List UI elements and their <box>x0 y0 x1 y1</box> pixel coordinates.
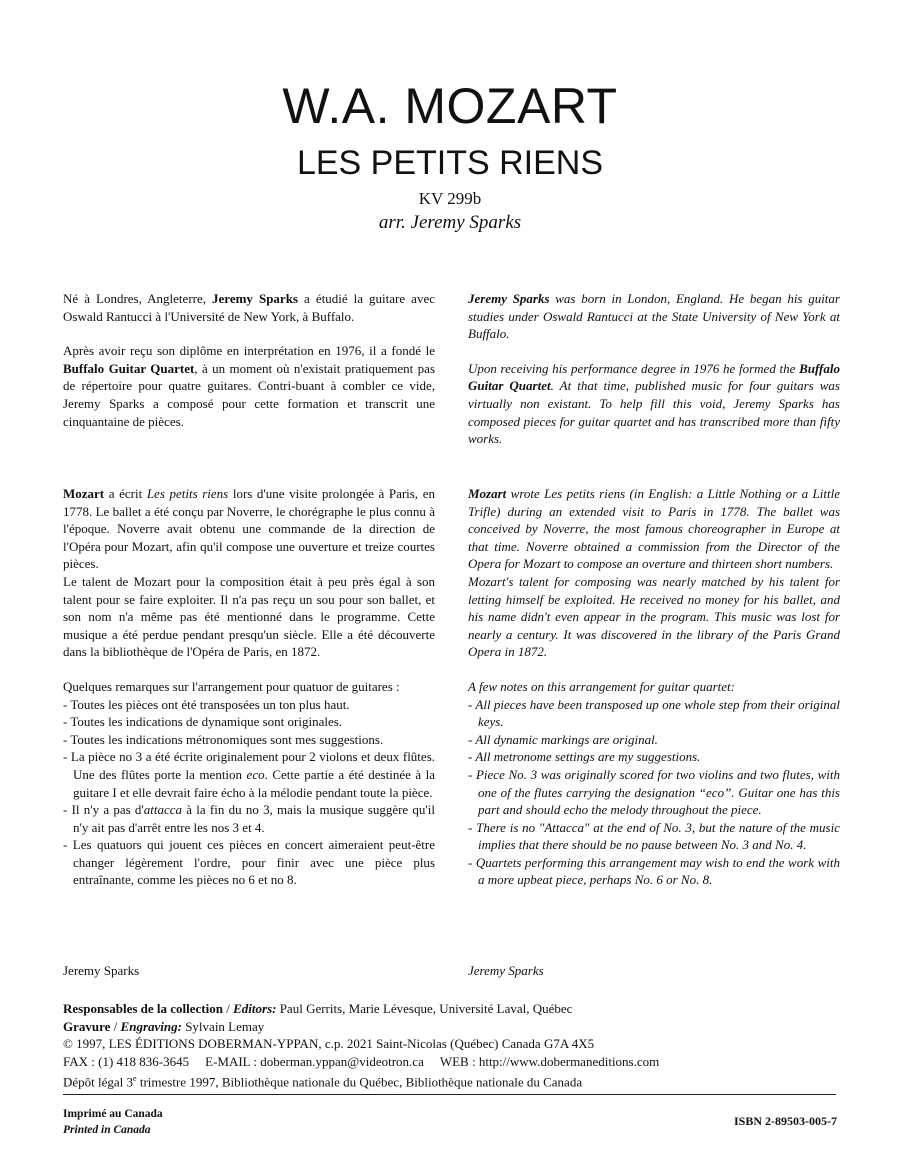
french-bio <box>63 290 435 430</box>
list-item: - All metronome settings are my suggestions. <box>468 749 701 765</box>
list-item: - There is no "Attacca" at the end of No. 3, but the nature of the music implies that there should be no pause between No. 3 and No. 4. <box>468 819 840 853</box>
list-item: - Quartets performing this arrangement may wish to end the work with a more upbeat piece, perhaps No. 6 or No. 8. <box>468 854 840 888</box>
french-notes-intro: Quelques remarques sur l'arrangement pour quatuor de guitares : <box>63 678 400 694</box>
legal-deposit-line: Dépôt légal 3e trimestre 1997, Bibliothèque nationale du Québec, Bibliothèque nationale du Canada <box>63 1074 583 1090</box>
english-history <box>468 485 840 889</box>
french-signature: Jeremy Sparks <box>63 963 140 978</box>
footer-divider <box>63 1094 836 1095</box>
english-notes-intro: A few notes on this arrangement for guitar quartet: <box>468 678 735 694</box>
list-item: - Piece No. 3 was originally scored for two violins and two flutes, with one of the flutes carrying the designation “eco”. Guitar one has this part and should echo the melody throughout the piece. <box>468 766 840 818</box>
list-item: - Toutes les indications métronomiques sont mes suggestions. <box>63 731 384 747</box>
list-item: - All dynamic markings are original. <box>468 731 658 747</box>
french-bio-paragraph-2: Après avoir reçu son diplôme en interprétation en 1976, il a fondé le Buffalo Guitar Quartet, à un moment où n'existait pratiquement pas de répertoire pour quatre guitares. Contri-buant à combler ce vide, Jeremy Sparks a composé pour cette formation et transcrit une cinquantaine de pièces. <box>63 343 436 429</box>
french-talent-paragraph: Le talent de Mozart pour la composition était à peu près égal à son talent pour se faire exploiter. Il n'a pas reçu un sou pour son ballet, et son nom n'a même pas été mentionné dans le programme. Cette musique a été perdue pendant presqu'un siècle. Elle a été découverte dans la bibliothèque de l'Opéra de Paris, en 1872. <box>63 573 435 660</box>
printed-english: Printed in Canada <box>63 1124 151 1136</box>
english-bio-paragraph-1: Jeremy Sparks was born in London, England. He began his guitar studies under Oswald Rantucci at the State University of New York at Buffalo. <box>468 291 840 342</box>
work-title: LES PETITS RIENS <box>296 144 604 182</box>
isbn: ISBN 2-89503-005-7 <box>733 1114 837 1128</box>
french-history <box>63 485 435 889</box>
list-item: - All pieces have been transposed up one whole step from their original keys. <box>468 696 840 730</box>
list-item: - Il n'y a pas d'attacca à la fin du no 3, mais la musique suggère qu'il n'y ait pas d'arrêt entre les nos 3 et 4. <box>63 802 435 835</box>
copyright-line: © 1997, LES ÉDITIONS DOBERMAN-YPPAN, c.p. 2021 Saint-Nicolas (Québec) Canada G7A 4X5 <box>63 1036 595 1051</box>
list-item: - Les quatuors qui jouent ces pièces en concert aimeraient peut-être changer légèrement l'ordre, pour finir avec une pièce plus entraînante, comme les pièces no 6 et no 8. <box>63 837 435 888</box>
list-item: - Toutes les indications de dynamique sont originales. <box>63 714 343 730</box>
list-item: - Toutes les pièces ont été transposées un ton plus haut. <box>63 696 350 712</box>
english-notes-list <box>468 696 840 890</box>
list-item: - La pièce no 3 a été écrite originalement pour 2 violons et deux flûtes. Une des flûtes porte la mention eco. Cette partie a été destinée à la guitare I et elle devrait faire écho à la mélodie pendant toute la pièce. <box>63 749 435 800</box>
english-mozart-paragraph: Mozart wrote Les petits riens (in English: a Little Nothing or a Little Trifle) during an extended visit to Paris in 1778. The ballet was conceived by Noverre, the most famous choreographer in Europe at that time. Noverre obtained a commission from the Director of the Opera for Mozart to compose an overture and thirteen short numbers. <box>468 486 840 572</box>
publication-credits <box>63 1000 843 1091</box>
editors-line: Responsables de la collection / Editors: Paul Gerrits, Marie Lévesque, Université Laval, Québec <box>63 1001 573 1016</box>
english-talent-paragraph: Mozart's talent for composing was nearly matched by his talent for letting himself be exploited. He received no money for his ballet, and his name didn't even appear in the program. This music was lost for nearly a century. It was discovered in the library of the Paris Grand Opera in 1872. <box>468 573 840 660</box>
contact-line: FAX : (1) 418 836-3645 E-MAIL : doberman.yppan@videotron.ca WEB : http://www.dobermaneditions.com <box>63 1053 660 1069</box>
french-bio-paragraph-1: Né à Londres, Angleterre, Jeremy Sparks a étudié la guitare avec Oswald Rantucci à l'Université de New York, à Buffalo. <box>63 291 435 324</box>
english-bio-paragraph-2: Upon receiving his performance degree in 1976 he formed the Buffalo Guitar Quartet. At that time, published music for four guitars was virtually non existant. To help fill this void, Jeremy Sparks has composed pieces for guitar quartet and has transcribed more than fifty works. <box>468 360 840 447</box>
arranger-credit: arr. Jeremy Sparks <box>378 212 522 233</box>
french-mozart-paragraph: Mozart a écrit Les petits riens lors d'une visite prolongée à Paris, en 1778. Le ballet a été conçu par Noverre, le chorégraphe le plus connu à l'époque. Noverre avait obtenu une commande de la direction de l'Opéra pour Mozart, afin qu'il compose une ouverture et treize courtes pièces. <box>63 486 435 572</box>
printed-in <box>63 1106 163 1138</box>
catalog-number: KV 299b <box>418 189 482 208</box>
engraving-line: Gravure / Engraving: Sylvain Lemay <box>63 1018 265 1034</box>
french-notes-list <box>63 696 435 890</box>
composer-title: W.A. MOZART <box>282 78 618 134</box>
english-signature: Jeremy Sparks <box>468 963 544 978</box>
printed-french: Imprimé au Canada <box>63 1108 163 1120</box>
english-bio <box>468 290 840 448</box>
